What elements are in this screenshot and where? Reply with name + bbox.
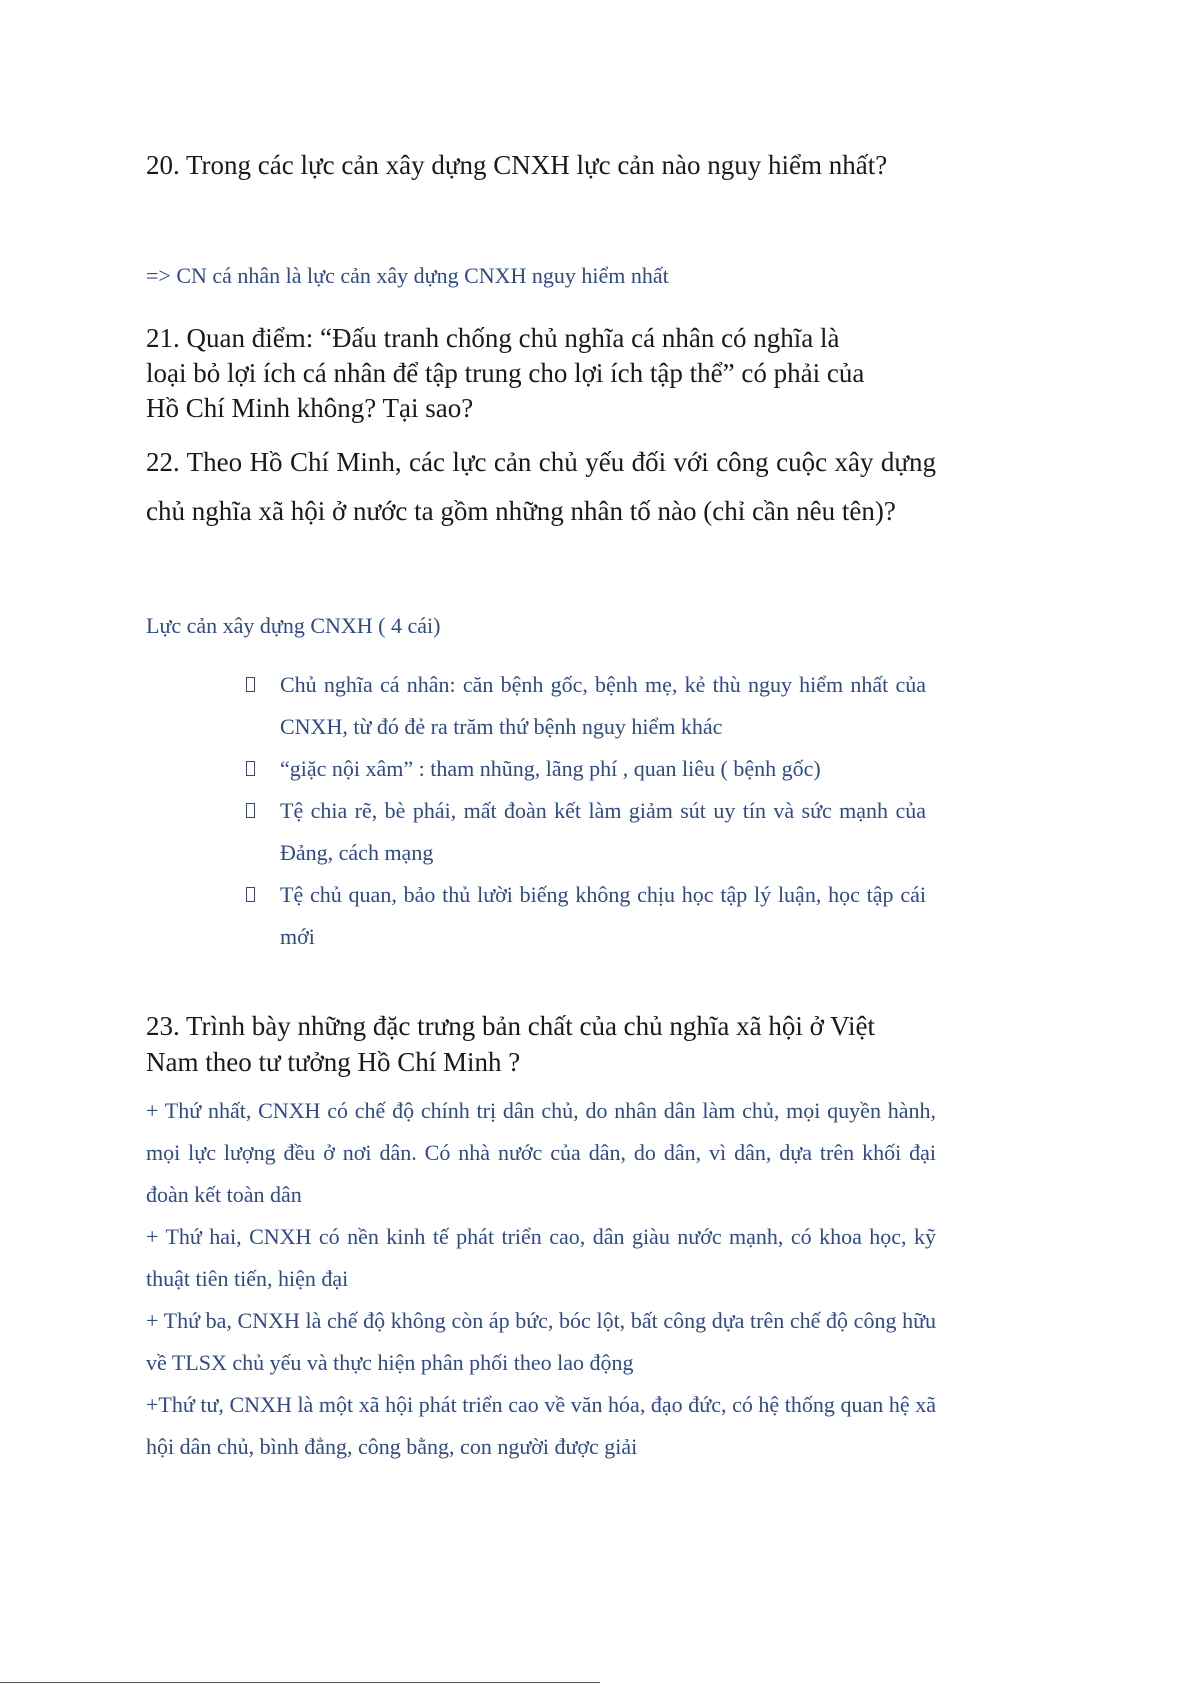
list-item — [246, 790, 926, 874]
list-item-text: Tệ chủ quan, bảo thủ lười biếng không chịu học tập lý luận, học tập cái mới — [280, 882, 926, 949]
answer-22-intro: Lực cản xây dựng CNXH ( 4 cái) — [146, 613, 441, 638]
list-item — [246, 748, 926, 790]
question-21: 21. Quan điểm: “Đấu tranh chống chủ nghĩa cá nhân có nghĩa là loại bỏ lợi ích cá nhân để tập trung cho lợi ích tập thể” có phải của Hồ Chí Minh không? Tại sao? — [146, 323, 865, 423]
answer-23-point-3: + Thứ ba, CNXH là chế độ không còn áp bức, bóc lột, bất công dựa trên chế độ công hữu về TLSX chủ yếu và thực hiện phân phối theo lao động — [146, 1308, 936, 1375]
obstacle-list — [246, 664, 926, 958]
answer-23-point-4: +Thứ tư, CNXH là một xã hội phát triển cao về văn hóa, đạo đức, có hệ thống quan hệ xã hội dân chủ, bình đẳng, công bằng, con người được giải — [146, 1392, 936, 1459]
bullet-box-icon — [246, 803, 255, 818]
footer-divider — [0, 1682, 600, 1683]
answer-23-point-1: + Thứ nhất, CNXH có chế độ chính trị dân chủ, do nhân dân làm chủ, mọi quyền hành, mọi lực lượng đều ở nơi dân. Có nhà nước của dân, do dân, vì dân, dựa trên khối đại đoàn kết toàn dân — [146, 1098, 936, 1207]
question-23: 23. Trình bày những đặc trưng bản chất của chủ nghĩa xã hội ở Việt Nam theo tư tưởng Hồ Chí Minh ? — [146, 1011, 876, 1077]
answer-23 — [146, 1090, 936, 1468]
question-20: 20. Trong các lực cản xây dựng CNXH lực cản nào nguy hiểm nhất? — [146, 150, 888, 180]
question-22: 22. Theo Hồ Chí Minh, các lực cản chủ yếu đối với công cuộc xây dựng chủ nghĩa xã hội ở nước ta gồm những nhân tố nào (chỉ cần nêu tên)? — [146, 447, 936, 526]
bullet-box-icon — [246, 677, 255, 692]
list-item-text: “giặc nội xâm” : tham nhũng, lãng phí , quan liêu ( bệnh gốc) — [280, 756, 821, 781]
list-item — [246, 664, 926, 748]
list-item-text: Chủ nghĩa cá nhân: căn bệnh gốc, bệnh mẹ, kẻ thù nguy hiểm nhất của CNXH, từ đó đẻ ra trăm thứ bệnh nguy hiểm khác — [280, 672, 926, 739]
answer-20: => CN cá nhân là lực cản xây dựng CNXH nguy hiểm nhất — [146, 263, 669, 288]
answer-23-point-2: + Thứ hai, CNXH có nền kinh tế phát triển cao, dân giàu nước mạnh, có khoa học, kỹ thuật tiên tiến, hiện đại — [146, 1224, 936, 1291]
list-item-text: Tệ chia rẽ, bè phái, mất đoàn kết làm giảm sút uy tín và sức mạnh của Đảng, cách mạng — [280, 798, 926, 865]
list-item — [246, 874, 926, 958]
bullet-box-icon — [246, 761, 255, 776]
bullet-box-icon — [246, 887, 255, 902]
